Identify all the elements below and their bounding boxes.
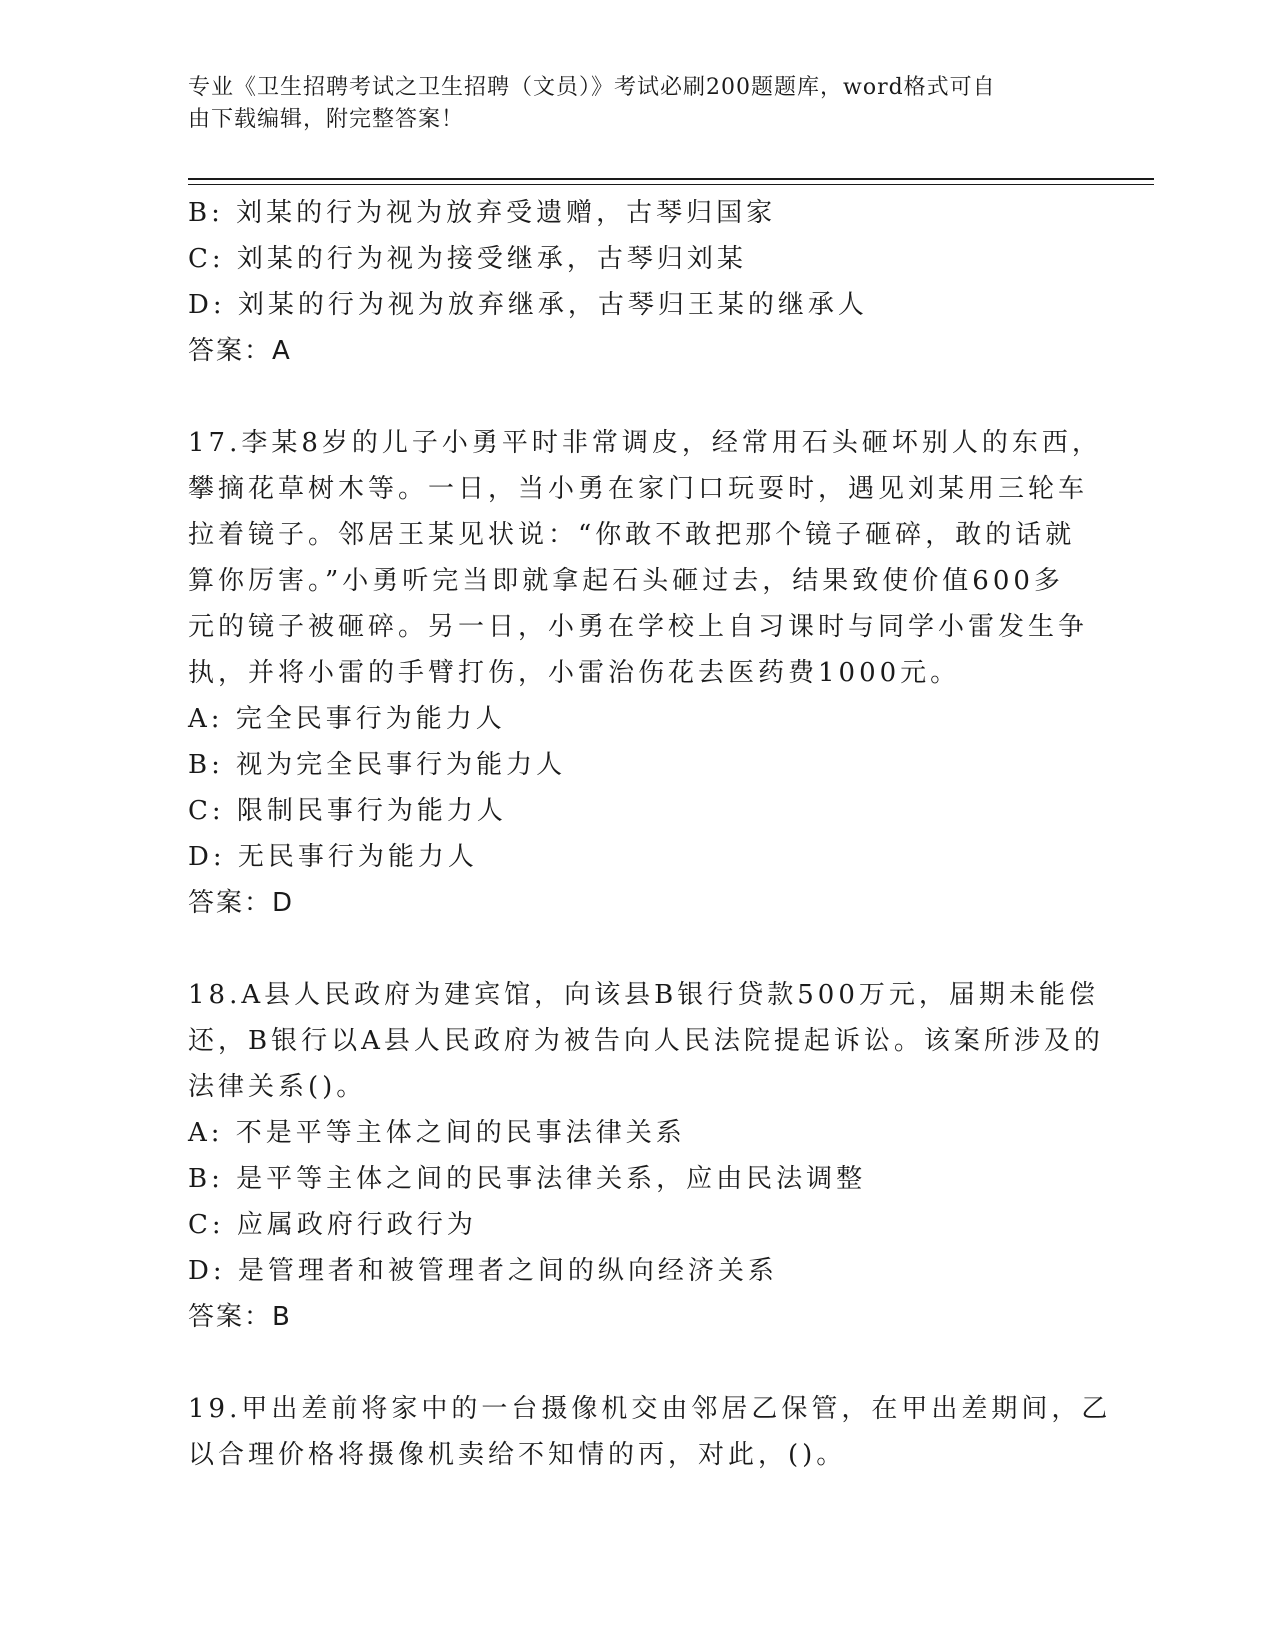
question-19	[188, 1386, 1112, 1478]
answer-line: 答案：D	[188, 888, 295, 918]
option-c: C: 限制民事行为能力人	[188, 796, 507, 826]
header-line-1: 专业《卫生招聘考试之卫生招聘（文员）》考试必刷200题题库，word格式可自	[188, 75, 996, 100]
question-line: 17.李某8岁的儿子小勇平时非常调皮，经常用石头砸坏别人的东西，	[188, 428, 1102, 458]
question-line: 法律关系()。	[188, 1072, 367, 1102]
question-text	[188, 1386, 1112, 1478]
question-line: 18.A县人民政府为建宾馆，向该县B银行贷款500万元，届期未能偿	[188, 980, 1099, 1010]
answer-line: 答案：A	[188, 336, 292, 366]
spacer	[188, 1340, 1088, 1386]
carryover-question	[188, 190, 1088, 374]
option-c: C: 应属政府行政行为	[188, 1210, 477, 1240]
question-18	[188, 972, 1104, 1340]
option-a: A: 完全民事行为能力人	[188, 704, 506, 734]
option-a: A: 不是平等主体之间的民事法律关系	[188, 1118, 686, 1148]
header-rule-thick	[188, 178, 1154, 180]
option-b: B: 刘某的行为视为放弃受遗赠，古琴归国家	[188, 198, 777, 228]
option-b: B: 视为完全民事行为能力人	[188, 750, 567, 780]
option-c: C: 刘某的行为视为接受继承，古琴归刘某	[188, 244, 747, 274]
question-text	[188, 972, 1104, 1110]
header-line-2: 由下载编辑，附完整答案！	[188, 107, 465, 132]
document-body	[188, 190, 1112, 1478]
question-line: 攀摘花草树木等。一日，当小勇在家门口玩耍时，遇见刘某用三轮车	[188, 474, 1089, 504]
answer-line: 答案：B	[188, 1302, 292, 1332]
option-d: D: 刘某的行为视为放弃继承，古琴归王某的继承人	[188, 290, 868, 320]
question-line: 元的镜子被砸碎。另一日，小勇在学校上自习课时与同学小雷发生争	[188, 612, 1089, 642]
spacer	[188, 926, 1088, 972]
question-line: 还，B银行以A县人民政府为被告向人民法院提起诉讼。该案所涉及的	[188, 1026, 1104, 1056]
question-line: 执，并将小雷的手臂打伤，小雷治伤花去医药费1000元。	[188, 658, 961, 688]
question-line: 以合理价格将摄像机卖给不知情的丙，对此，()。	[188, 1440, 847, 1470]
question-text	[188, 420, 1102, 696]
option-d: D: 无民事行为能力人	[188, 842, 478, 872]
option-d: D: 是管理者和被管理者之间的纵向经济关系	[188, 1256, 778, 1286]
question-17	[188, 420, 1102, 926]
question-line: 19.甲出差前将家中的一台摄像机交由邻居乙保管，在甲出差期间，乙	[188, 1394, 1112, 1424]
question-line: 算你厉害。”小勇听完当即就拿起石头砸过去，结果致使价值600多	[188, 566, 1064, 596]
question-line: 拉着镜子。邻居王某见状说：“你敢不敢把那个镜子砸碎，敢的话就	[188, 520, 1076, 550]
document-header	[188, 72, 1068, 136]
option-b: B: 是平等主体之间的民事法律关系，应由民法调整	[188, 1164, 867, 1194]
header-rule-thin	[188, 184, 1154, 185]
spacer	[188, 374, 1088, 420]
